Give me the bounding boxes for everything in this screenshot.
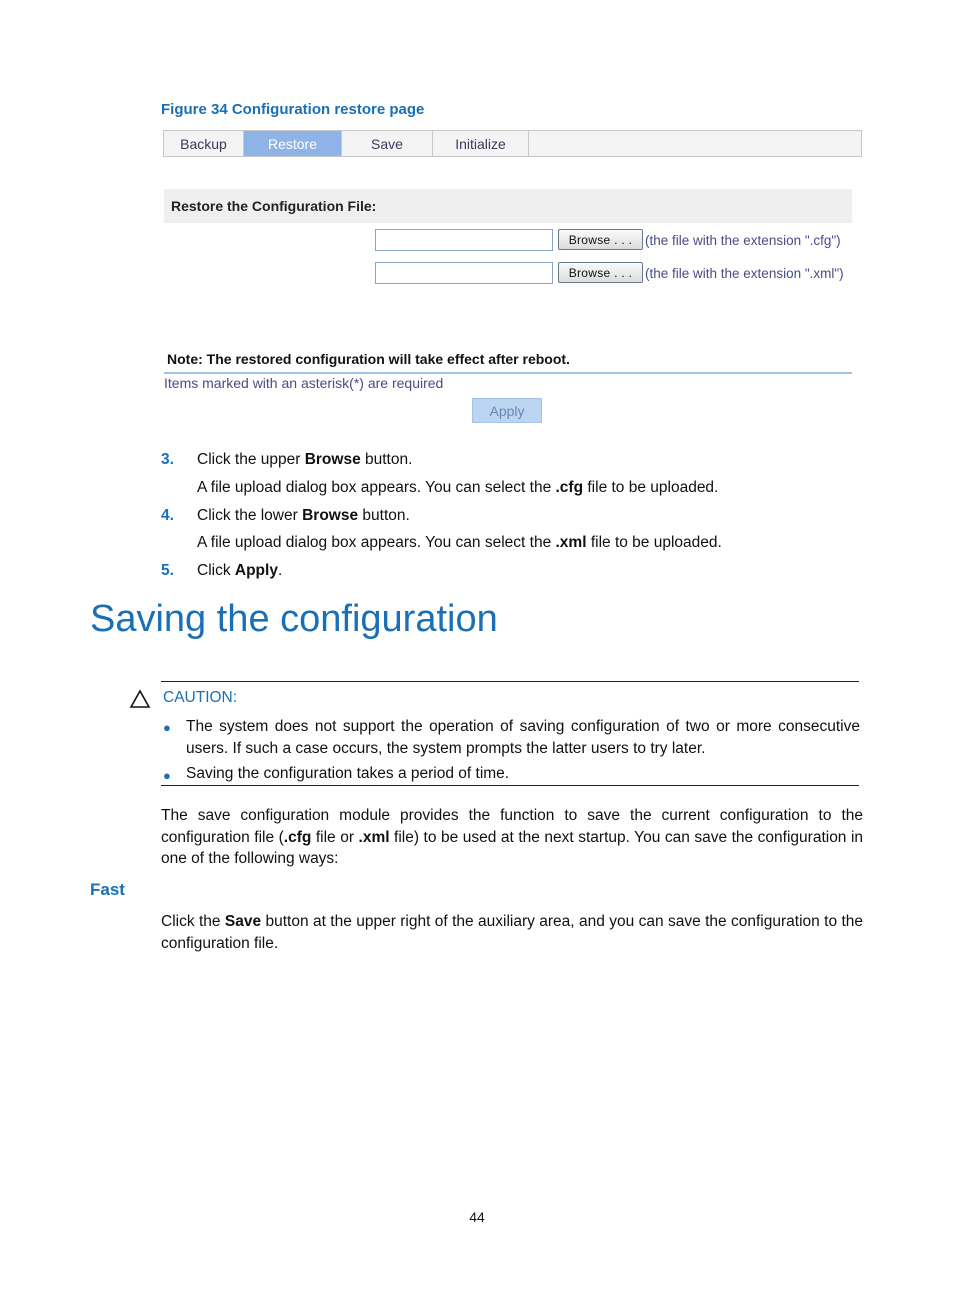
step-number: 3.	[161, 451, 174, 468]
tab-initialize[interactable]: Initialize	[433, 131, 529, 156]
figure-caption: Figure 34 Configuration restore page	[161, 101, 425, 118]
required-fields-text: Items marked with an asterisk(*) are required	[164, 375, 444, 391]
caution-bullet: Saving the configuration takes a period of time.	[186, 765, 510, 782]
bullet-icon: ●	[163, 768, 171, 783]
cfg-file-input[interactable]	[375, 229, 553, 251]
subsection-heading: Fast	[90, 880, 125, 899]
step-number: 4.	[161, 507, 174, 524]
fast-paragraph: Click the Save button at the upper right of the auxiliary area, and you can save the configuration to the configuration file.	[161, 913, 863, 952]
cfg-browse-button[interactable]: Browse . . .	[558, 229, 643, 250]
step-text: Click Apply.	[197, 562, 283, 579]
intro-paragraph: The save configuration module provides the function to save the current configuration to the configuration file (.cfg file or .xml file) to be used at the next startup. You can save the configuration in one of the following ways:	[161, 807, 864, 867]
tab-save[interactable]: Save	[342, 131, 433, 156]
bullet-icon: ●	[163, 720, 171, 735]
step-text: Click the lower Browse button.	[197, 507, 410, 524]
caution-label: CAUTION:	[163, 689, 238, 706]
step-description: A file upload dialog box appears. You can select the .xml file to be uploaded.	[197, 534, 722, 551]
warning-triangle-icon	[129, 689, 151, 709]
step-text: Click the upper Browse button.	[197, 451, 413, 468]
reboot-note: Note: The restored configuration will take effect after reboot.	[167, 351, 570, 367]
page-number: 44	[469, 1209, 485, 1225]
cfg-extension-hint: (the file with the extension ".cfg")	[645, 233, 841, 248]
step-number: 5.	[161, 562, 174, 579]
section-heading: Saving the configuration	[90, 598, 498, 640]
apply-button[interactable]: Apply	[472, 398, 542, 423]
caution-top-rule	[161, 681, 859, 682]
tab-bar	[163, 130, 862, 157]
note-divider	[164, 372, 852, 374]
section-header: Restore the Configuration File:	[164, 189, 852, 223]
step-description: A file upload dialog box appears. You can select the .cfg file to be uploaded.	[197, 479, 719, 496]
xml-file-input[interactable]	[375, 262, 553, 284]
caution-bullet: The system does not support the operation of saving configuration of two or more consecutive users. If such a case occurs, the system prompts the latter users to try later.	[186, 718, 860, 757]
xml-browse-button[interactable]: Browse . . .	[558, 262, 643, 283]
xml-extension-hint: (the file with the extension ".xml")	[645, 266, 844, 281]
tab-backup[interactable]: Backup	[164, 131, 244, 156]
caution-bottom-rule	[161, 785, 859, 786]
tab-restore[interactable]: Restore	[244, 131, 342, 156]
